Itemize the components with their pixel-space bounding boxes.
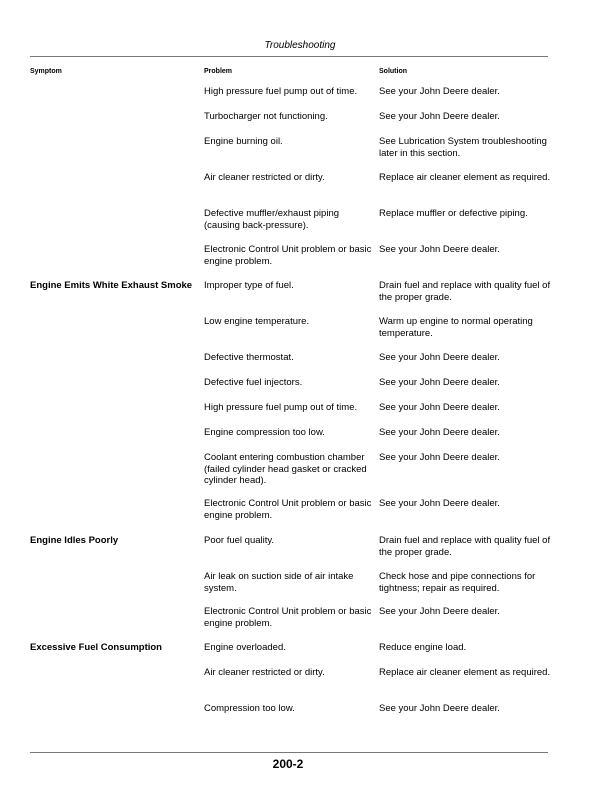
problem-cell: Defective fuel injectors.: [204, 377, 303, 388]
problem-cell: Air cleaner restricted or dirty.: [204, 667, 325, 678]
problem-cell: Electronic Control Unit problem or basic engine problem.: [204, 498, 372, 521]
problem-cell: Engine burning oil.: [204, 136, 283, 147]
problem-cell: Improper type of fuel.: [204, 280, 294, 291]
solution-cell: Warm up engine to normal operating temperature.: [379, 316, 533, 339]
solution-cell: Replace air cleaner element as required.: [379, 667, 551, 678]
solution-cell: See Lubrication System troubleshooting later in this section.: [379, 136, 547, 159]
problem-cell: Electronic Control Unit problem or basic engine problem.: [204, 606, 372, 629]
solution-cell: See your John Deere dealer.: [379, 498, 500, 509]
problem-cell: Electronic Control Unit problem or basic engine problem.: [204, 244, 372, 267]
page-number: 200-2: [272, 757, 304, 771]
column-header-solution: Solution: [379, 68, 407, 75]
solution-cell: Replace muffler or defective piping.: [379, 208, 528, 219]
problem-cell: Coolant entering combustion chamber (failed cylinder head gasket or cracked cylinder head).: [204, 452, 367, 486]
problem-cell: Turbocharger not functioning.: [204, 111, 328, 122]
solution-cell: See your John Deere dealer.: [379, 703, 500, 714]
solution-cell: Replace air cleaner element as required.: [379, 172, 551, 183]
symptom-cell: Excessive Fuel Consumption: [30, 642, 162, 653]
problem-cell: Air cleaner restricted or dirty.: [204, 172, 325, 183]
problem-cell: Poor fuel quality.: [204, 535, 275, 546]
solution-cell: See your John Deere dealer.: [379, 111, 500, 122]
solution-cell: Check hose and pipe connections for tightness; repair as required.: [379, 571, 536, 594]
problem-cell: Air leak on suction side of air intake system.: [204, 571, 354, 594]
problem-cell: Engine compression too low.: [204, 427, 325, 438]
symptom-cell: Engine Idles Poorly: [30, 535, 119, 546]
solution-cell: Drain fuel and replace with quality fuel of the proper grade.: [379, 535, 551, 558]
solution-cell: See your John Deere dealer.: [379, 427, 500, 438]
header-divider: [30, 56, 548, 57]
problem-cell: High pressure fuel pump out of time.: [204, 86, 358, 97]
symptom-cell: Engine Emits White Exhaust Smoke: [30, 280, 193, 291]
page-header-title: Troubleshooting: [264, 40, 336, 51]
solution-cell: See your John Deere dealer.: [379, 86, 500, 97]
problem-cell: Defective muffler/exhaust piping (causing back-pressure).: [204, 208, 340, 231]
solution-cell: See your John Deere dealer.: [379, 377, 500, 388]
problem-cell: High pressure fuel pump out of time.: [204, 402, 358, 413]
column-header-problem: Problem: [204, 68, 233, 75]
solution-cell: See your John Deere dealer.: [379, 352, 500, 363]
solution-cell: See your John Deere dealer.: [379, 244, 500, 255]
footer-divider: [30, 752, 548, 753]
column-header-symptom: Symptom: [30, 68, 62, 75]
problem-cell: Low engine temperature.: [204, 316, 310, 327]
solution-cell: See your John Deere dealer.: [379, 402, 500, 413]
solution-cell: See your John Deere dealer.: [379, 606, 500, 617]
solution-cell: See your John Deere dealer.: [379, 452, 500, 463]
solution-cell: Drain fuel and replace with quality fuel of the proper grade.: [379, 280, 551, 303]
problem-cell: Compression too low.: [204, 703, 295, 714]
problem-cell: Engine overloaded.: [204, 642, 286, 653]
solution-cell: Reduce engine load.: [379, 642, 467, 653]
problem-cell: Defective thermostat.: [204, 352, 294, 363]
